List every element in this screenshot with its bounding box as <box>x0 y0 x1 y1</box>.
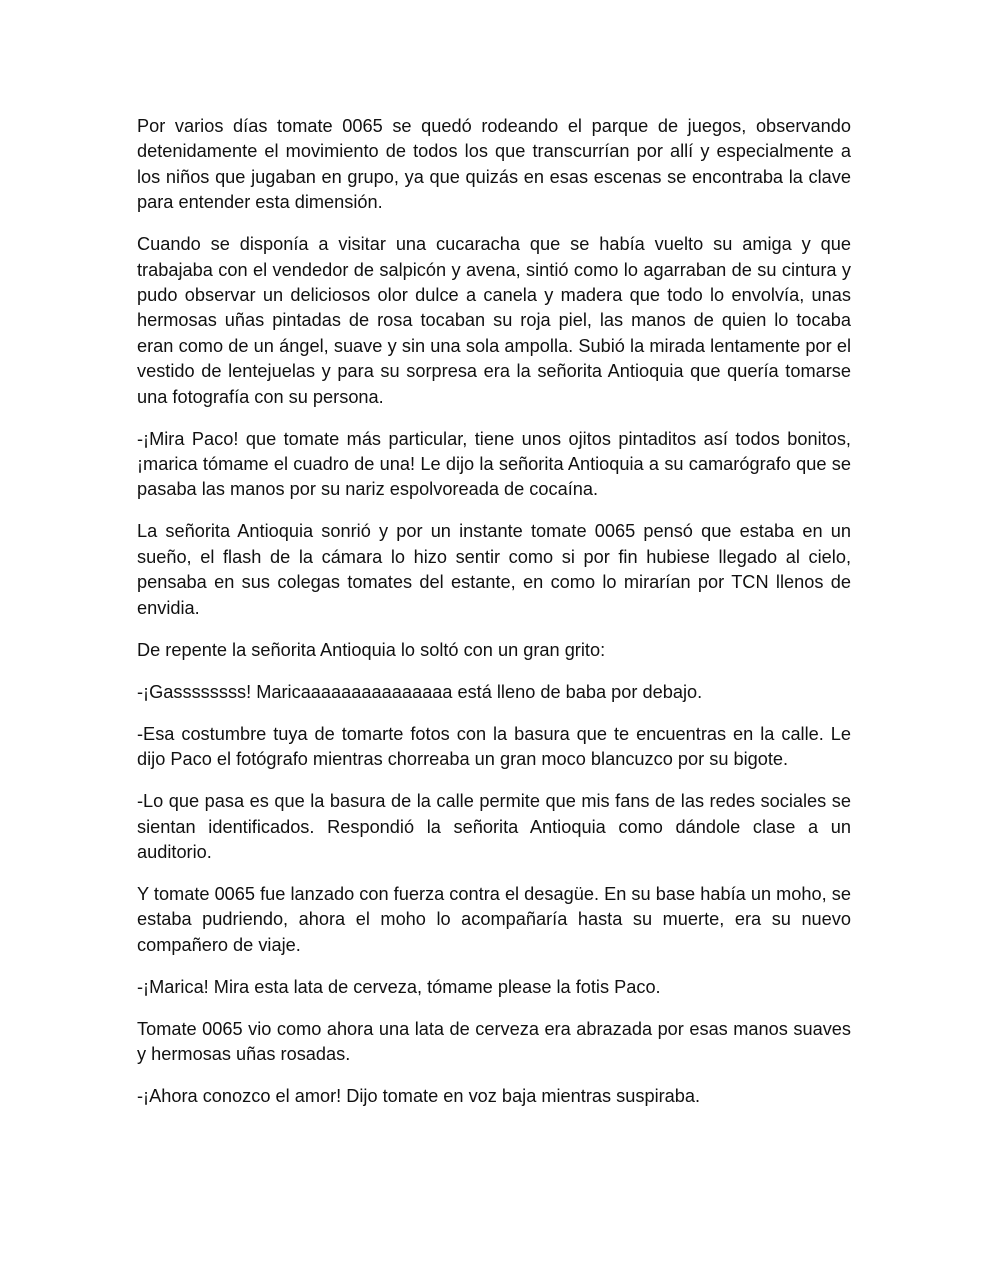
paragraph-11: Tomate 0065 vio como ahora una lata de cerveza era abrazada por esas manos suaves y hermosas uñas rosadas. <box>137 1018 851 1065</box>
paragraph-10: -¡Marica! Mira esta lata de cerveza, tómame please la fotis Paco. <box>137 976 661 997</box>
paragraph-6: -¡Gassssssss! Maricaaaaaaaaaaaaaaa está lleno de baba por debajo. <box>137 681 703 702</box>
paragraph-4: La señorita Antioquia sonrió y por un instante tomate 0065 pensó que estaba en un sueño, el flash de la cámara lo hizo sentir como si por fin hubiese llegado al cielo, pensaba en sus colegas tomates del estante, en como lo mirarían por TCN llenos de envidia. <box>137 521 851 618</box>
paragraph-12: -¡Ahora conozco el amor! Dijo tomate en voz baja mientras suspiraba. <box>137 1086 701 1107</box>
paragraph-3: -¡Mira Paco! que tomate más particular, tiene unos ojitos pintaditos así todos bonitos, ¡marica tómame el cuadro de una! Le dijo la señorita Antioquia a su camarógrafo que se pasaba las manos por su nariz espolvoreada de cocaína. <box>137 428 851 500</box>
paragraph-5: De repente la señorita Antioquia lo soltó con un gran grito: <box>137 639 606 660</box>
paragraph-8: -Lo que pasa es que la basura de la calle permite que mis fans de las redes sociales se sientan identificados. Respondió la señorita Antioquia como dándole clase a un auditorio. <box>137 791 851 862</box>
paragraph-2: Cuando se disponía a visitar una cucaracha que se había vuelto su amiga y que trabajaba con el vendedor de salpicón y avena, sintió como lo agarraban de su cintura y pudo observar un deliciosos olor dulce a canela y madera que todo lo envolvía, unas hermosas uñas pintadas de rosa tocaban su roja piel, las manos de quien lo tocaba eran como de un ángel, suave y sin una sola ampolla. Subió la mirada lentamente por el vestido de lentejuelas y para su sorpresa era la señorita Antioquia que quería tomarse una fotografía con su persona. <box>137 234 851 407</box>
paragraph-1: Por varios días tomate 0065 se quedó rodeando el parque de juegos, observando detenidamente el movimiento de todos los que transcurrían por allí y especialmente a los niños que jugaban en grupo, ya que quizás en esas escenas se encontraba la clave para entender esta dimensión. <box>137 116 851 213</box>
paragraph-7: -Esa costumbre tuya de tomarte fotos con la basura que te encuentras en la calle. Le dijo Paco el fotógrafo mientras chorreaba un gran moco blancuzco por su bigote. <box>137 723 851 770</box>
paragraph-9: Y tomate 0065 fue lanzado con fuerza contra el desagüe. En su base había un moho, se estaba pudriendo, ahora el moho lo acompañaría hasta su muerte, era su nuevo compañero de viaje. <box>137 883 851 955</box>
document-body <box>137 114 851 1110</box>
